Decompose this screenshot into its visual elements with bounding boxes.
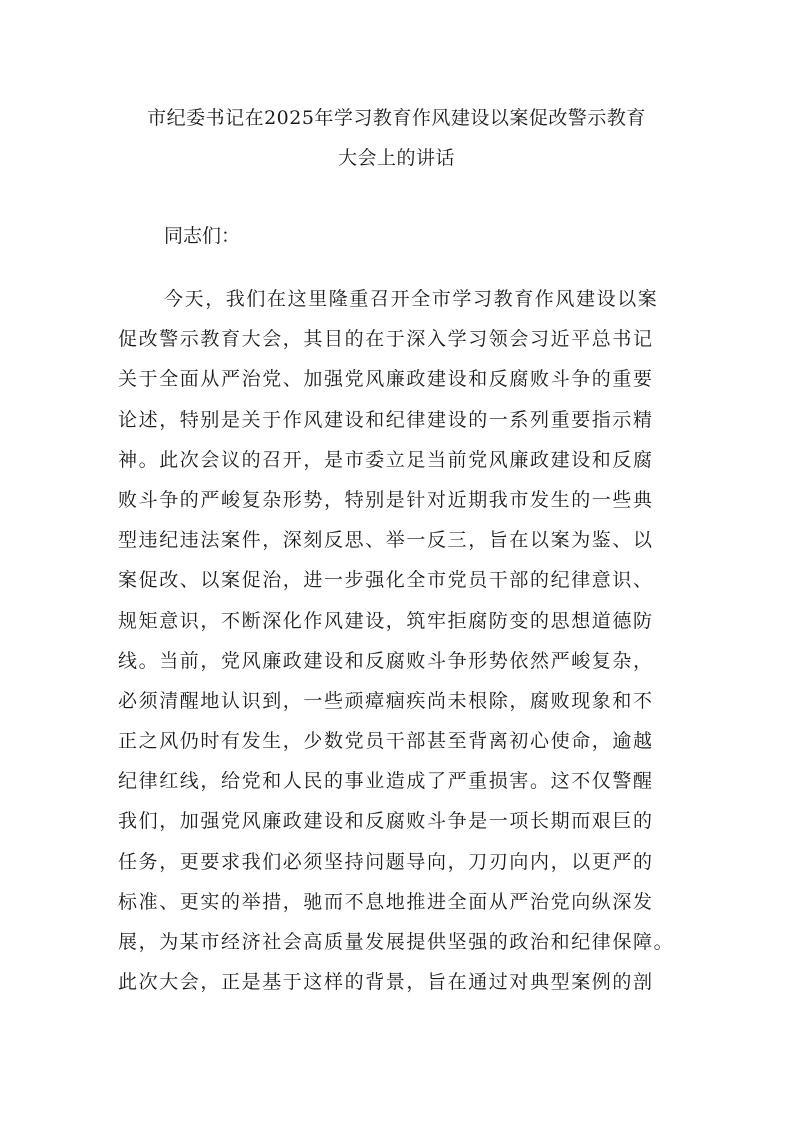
body-line: 标准、更实的举措，驰而不息地推进全面从严治党向纵深发 [118, 890, 654, 913]
document-title [0, 98, 793, 178]
body-line: 败斗争的严峻复杂形势，特别是针对近期我市发生的一些典 [118, 488, 654, 511]
body-line: 案促改、以案促治，进一步强化全市党员干部的纪律意识、 [118, 569, 654, 592]
body-line: 型违纪违法案件，深刻反思、举一反三，旨在以案为鉴、以 [118, 529, 654, 552]
body-line: 促改警示教育大会，其目的在于深入学习领会习近平总书记 [118, 328, 654, 351]
title-line-2: 大会上的讲话 [337, 147, 455, 169]
body-line: 关于全面从严治党、加强党风廉政建设和反腐败斗争的重要 [118, 368, 654, 391]
body-line: 我们，加强党风廉政建设和反腐败斗争是一项长期而艰巨的 [118, 810, 654, 833]
body-paragraph [118, 279, 688, 1002]
body-line: 必须清醒地认识到，一些顽瘴痼疾尚未根除，腐败现象和不 [118, 689, 654, 712]
body-line: 今天，我们在这里隆重召开全市学习教育作风建设以案 [164, 288, 659, 310]
salutation: 同志们： [164, 225, 241, 247]
body-line: 神。此次会议的召开，是市委立足当前党风廉政建设和反腐 [118, 448, 654, 471]
title-line-1: 市纪委书记在2025年学习教育作风建设以案促改警示教育 [147, 107, 646, 129]
body-line: 此次大会，正是基于这样的背景，旨在通过对典型案例的剖 [118, 971, 654, 994]
body-line: 规矩意识，不断深化作风建设，筑牢拒腐防变的思想道德防 [118, 609, 654, 632]
body-line: 线。当前，党风廉政建设和反腐败斗争形势依然严峻复杂， [118, 649, 654, 672]
body-line: 任务，更要求我们必须坚持问题导向，刀刃向内，以更严的 [118, 850, 654, 873]
body-line: 纪律红线，给党和人民的事业造成了严重损害。这不仅警醒 [118, 770, 654, 793]
body-line: 正之风仍时有发生，少数党员干部甚至背离初心使命，逾越 [118, 730, 654, 753]
body-line: 展，为某市经济社会高质量发展提供坚强的政治和纪律保障。 [118, 931, 675, 953]
body-line: 论述，特别是关于作风建设和纪律建设的一系列重要指示精 [118, 408, 654, 431]
